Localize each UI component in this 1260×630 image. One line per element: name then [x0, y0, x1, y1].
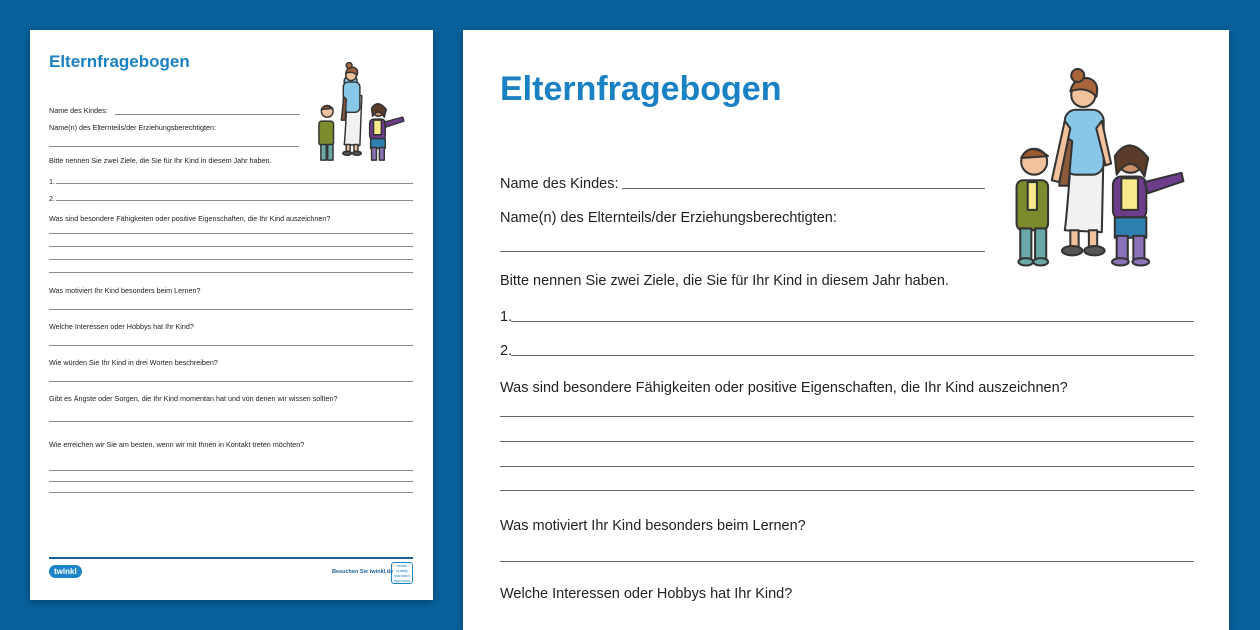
goal-1-number: 1. — [500, 309, 513, 325]
thumb-goals-question: Bitte nennen Sie zwei Ziele, die Sie für Ihr Kind in diesem Jahr haben. — [49, 156, 272, 165]
twinkl-logo: twinkl — [49, 565, 82, 578]
goal-1-line[interactable] — [511, 321, 1194, 322]
abilities-line[interactable] — [500, 466, 1194, 467]
abilities-line[interactable] — [500, 490, 1194, 491]
main-page — [463, 30, 1229, 630]
abilities-question: Was sind besondere Fähigkeiten oder positive Eigenschaften, die Ihr Kind auszeichnen? — [500, 380, 1068, 396]
thumb-motivation-question: Was motiviert Ihr Kind besonders beim Lernen? — [49, 286, 201, 295]
page-title: Elternfragebogen — [500, 70, 782, 108]
twinkl-link[interactable]: Besuchen Sie twinkl.de — [332, 569, 394, 575]
abilities-line[interactable] — [500, 441, 1194, 442]
parent-name-line[interactable] — [500, 251, 985, 252]
quality-badge-icon: twinkl quality standard approved — [391, 562, 413, 584]
thumb-goal-1: 1. — [49, 177, 55, 186]
thumb-goal-2: 2. — [49, 194, 55, 203]
family-illustration — [1011, 68, 1201, 273]
goal-2-number: 2. — [500, 343, 513, 359]
goal-2-line[interactable] — [511, 355, 1194, 356]
family-illustration — [315, 50, 415, 180]
motivation-question: Was motiviert Ihr Kind besonders beim Lernen? — [500, 518, 806, 534]
thumbnail-title: Elternfragebogen — [49, 52, 190, 71]
thumbnail-page — [30, 30, 433, 600]
thumb-interests-question: Welche Interessen oder Hobbys hat Ihr Kind? — [49, 322, 194, 331]
footer-rule — [49, 557, 413, 559]
interests-question: Welche Interessen oder Hobbys hat Ihr Kind? — [500, 586, 793, 602]
thumb-abilities-question: Was sind besondere Fähigkeiten oder positive Eigenschaften, die Ihr Kind auszeichnen? — [49, 214, 331, 223]
thumb-parent-name-label: Name(n) des Elternteils/der Erziehungsberechtigten: — [49, 123, 216, 132]
parent-name-label: Name(n) des Elternteils/der Erziehungsberechtigten: — [500, 210, 837, 226]
goals-question: Bitte nennen Sie zwei Ziele, die Sie für Ihr Kind in diesem Jahr haben. — [500, 273, 949, 289]
name-child-line[interactable] — [622, 188, 985, 189]
motivation-line[interactable] — [500, 561, 1194, 562]
thumb-name-child-label: Name des Kindes: — [49, 106, 108, 115]
thumb-three-words-question: Wie würden Sie Ihr Kind in drei Worten beschreiben? — [49, 358, 218, 367]
name-child-label: Name des Kindes: — [500, 176, 619, 192]
thumb-contact-question: Wie erreichen wir Sie am besten, wenn wir mit Ihnen in Kontakt treten möchten? — [49, 440, 305, 449]
abilities-line[interactable] — [500, 416, 1194, 417]
thumb-worries-question: Gibt es Ängste oder Sorgen, die Ihr Kind momentan hat und von denen wir wissen sollten? — [49, 394, 338, 403]
